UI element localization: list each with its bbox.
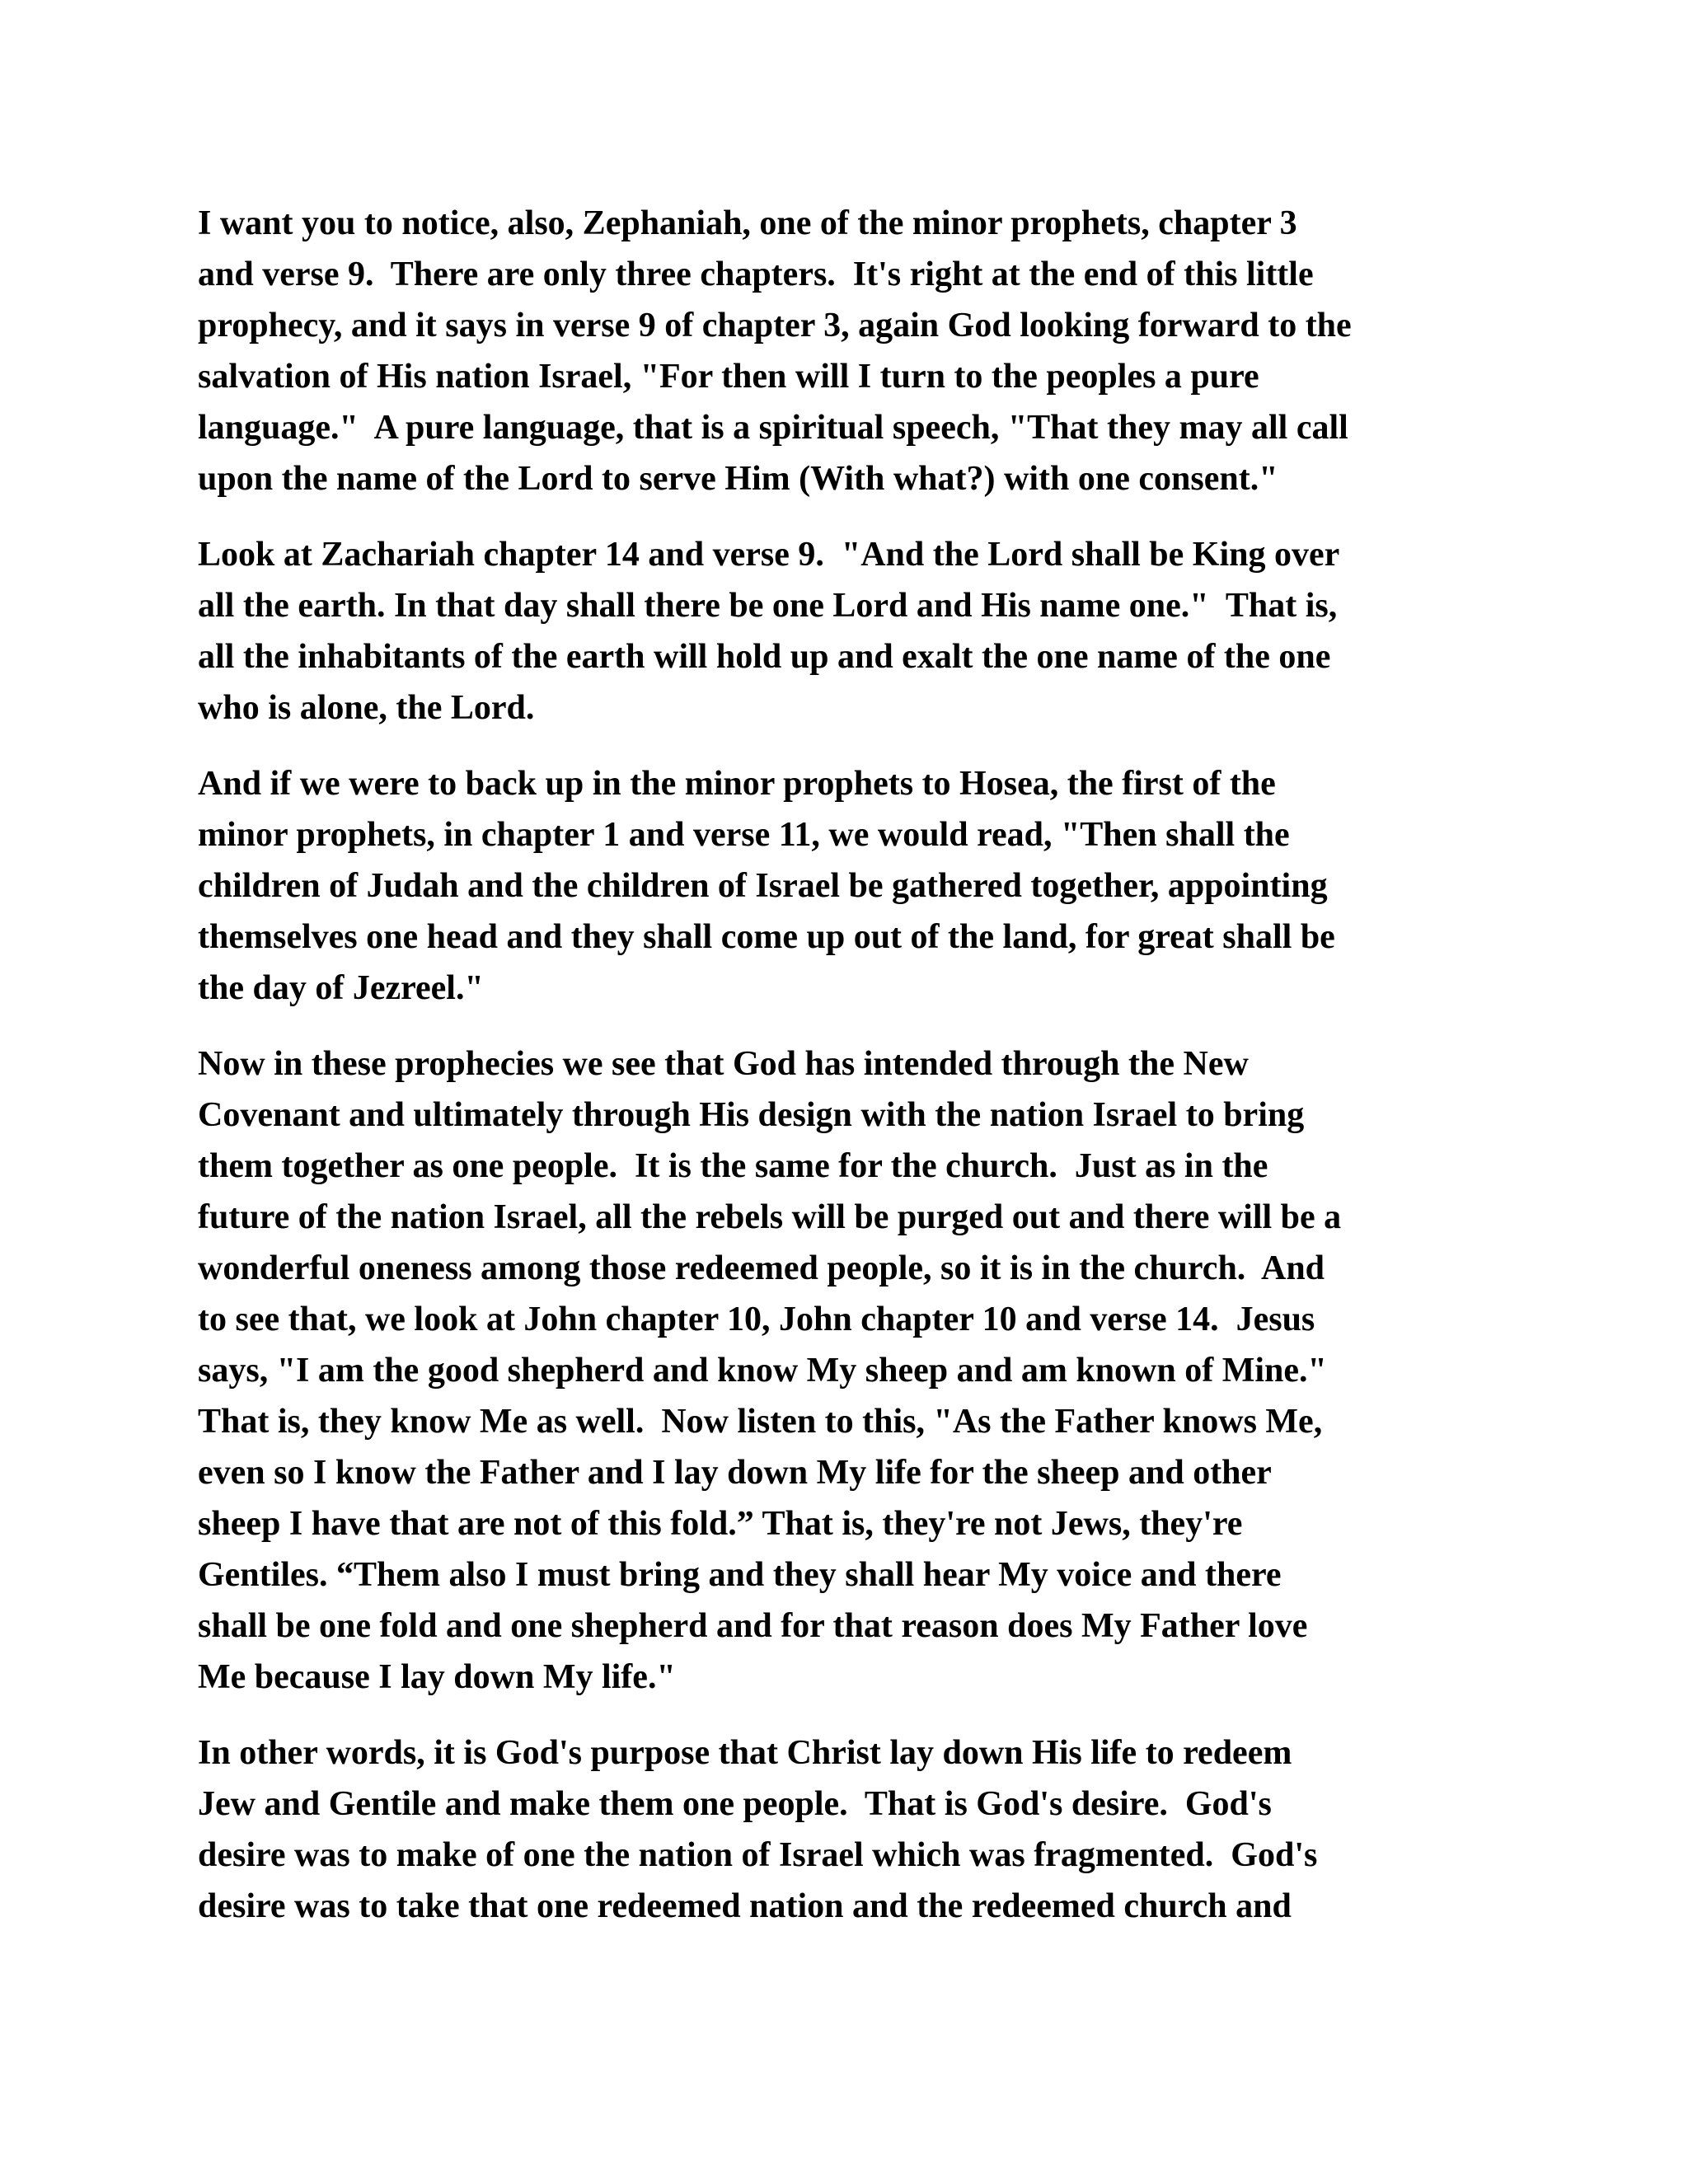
text-line: all the earth. In that day shall there be one Lord and His name one." That is, bbox=[198, 587, 1338, 625]
paragraph-5 bbox=[198, 1727, 1484, 1932]
text-line: says, "I am the good shepherd and know My sheep and am known of Mine." bbox=[198, 1352, 1327, 1390]
text-line: Me because I lay down My life." bbox=[198, 1658, 676, 1696]
text-line: desire was to take that one redeemed nation and the redeemed church and bbox=[198, 1887, 1292, 1925]
text-line: shall be one fold and one shepherd and for that reason does My Father love bbox=[198, 1607, 1308, 1645]
text-line: children of Judah and the children of Israel be gathered together, appointing bbox=[198, 867, 1328, 905]
text-line: salvation of His nation Israel, "For then will I turn to the peoples a pure bbox=[198, 358, 1259, 396]
text-line: them together as one people. It is the same for the church. Just as in the bbox=[198, 1147, 1268, 1185]
text-line: Look at Zachariah chapter 14 and verse 9. "And the Lord shall be King over bbox=[198, 536, 1340, 574]
text-line: Now in these prophecies we see that God has intended through the New bbox=[198, 1045, 1249, 1083]
text-line: minor prophets, in chapter 1 and verse 11, we would read, "Then shall the bbox=[198, 816, 1290, 854]
text-line: future of the nation Israel, all the rebels will be purged out and there will be a bbox=[198, 1198, 1342, 1236]
paragraph-2 bbox=[198, 529, 1484, 733]
text-line: themselves one head and they shall come up out of the land, for great shall be bbox=[198, 918, 1335, 956]
text-line: prophecy, and it says in verse 9 of chapter 3, again God looking forward to the bbox=[198, 307, 1352, 344]
paragraph-3 bbox=[198, 758, 1484, 1014]
text-line: I want you to notice, also, Zephaniah, one of the minor prophets, chapter 3 bbox=[198, 204, 1297, 242]
text-line: wonderful oneness among those redeemed people, so it is in the church. And bbox=[198, 1249, 1325, 1287]
text-line: Jew and Gentile and make them one people. That is God's desire. God's bbox=[198, 1785, 1272, 1823]
text-line: to see that, we look at John chapter 10, John chapter 10 and verse 14. Jesus bbox=[198, 1301, 1315, 1338]
text-line: and verse 9. There are only three chapters. It's right at the end of this little bbox=[198, 255, 1314, 293]
paragraph-4 bbox=[198, 1038, 1484, 1703]
text-line: all the inhabitants of the earth will hold up and exalt the one name of the one bbox=[198, 638, 1331, 676]
text-line: Covenant and ultimately through His design with the nation Israel to bring bbox=[198, 1096, 1305, 1134]
text-line: In other words, it is God's purpose that Christ lay down His life to redeem bbox=[198, 1734, 1292, 1772]
text-line: the day of Jezreel." bbox=[198, 969, 484, 1007]
text-line: upon the name of the Lord to serve Him (With what?) with one consent." bbox=[198, 460, 1278, 498]
text-line: That is, they know Me as well. Now listen to this, "As the Father knows Me, bbox=[198, 1403, 1323, 1441]
text-line: desire was to make of one the nation of Israel which was fragmented. God's bbox=[198, 1836, 1318, 1874]
text-line: Gentiles. “Them also I must bring and they shall hear My voice and there bbox=[198, 1556, 1282, 1594]
paragraph-1 bbox=[198, 198, 1484, 504]
text-line: even so I know the Father and I lay down My life for the sheep and other bbox=[198, 1454, 1272, 1492]
text-line: language." A pure language, that is a spiritual speech, "That they may all call bbox=[198, 409, 1348, 447]
document-page bbox=[198, 198, 1484, 1957]
text-line: who is alone, the Lord. bbox=[198, 689, 535, 727]
text-line: sheep I have that are not of this fold.” That is, they're not Jews, they're bbox=[198, 1505, 1243, 1543]
text-line: And if we were to back up in the minor prophets to Hosea, the first of the bbox=[198, 765, 1276, 803]
